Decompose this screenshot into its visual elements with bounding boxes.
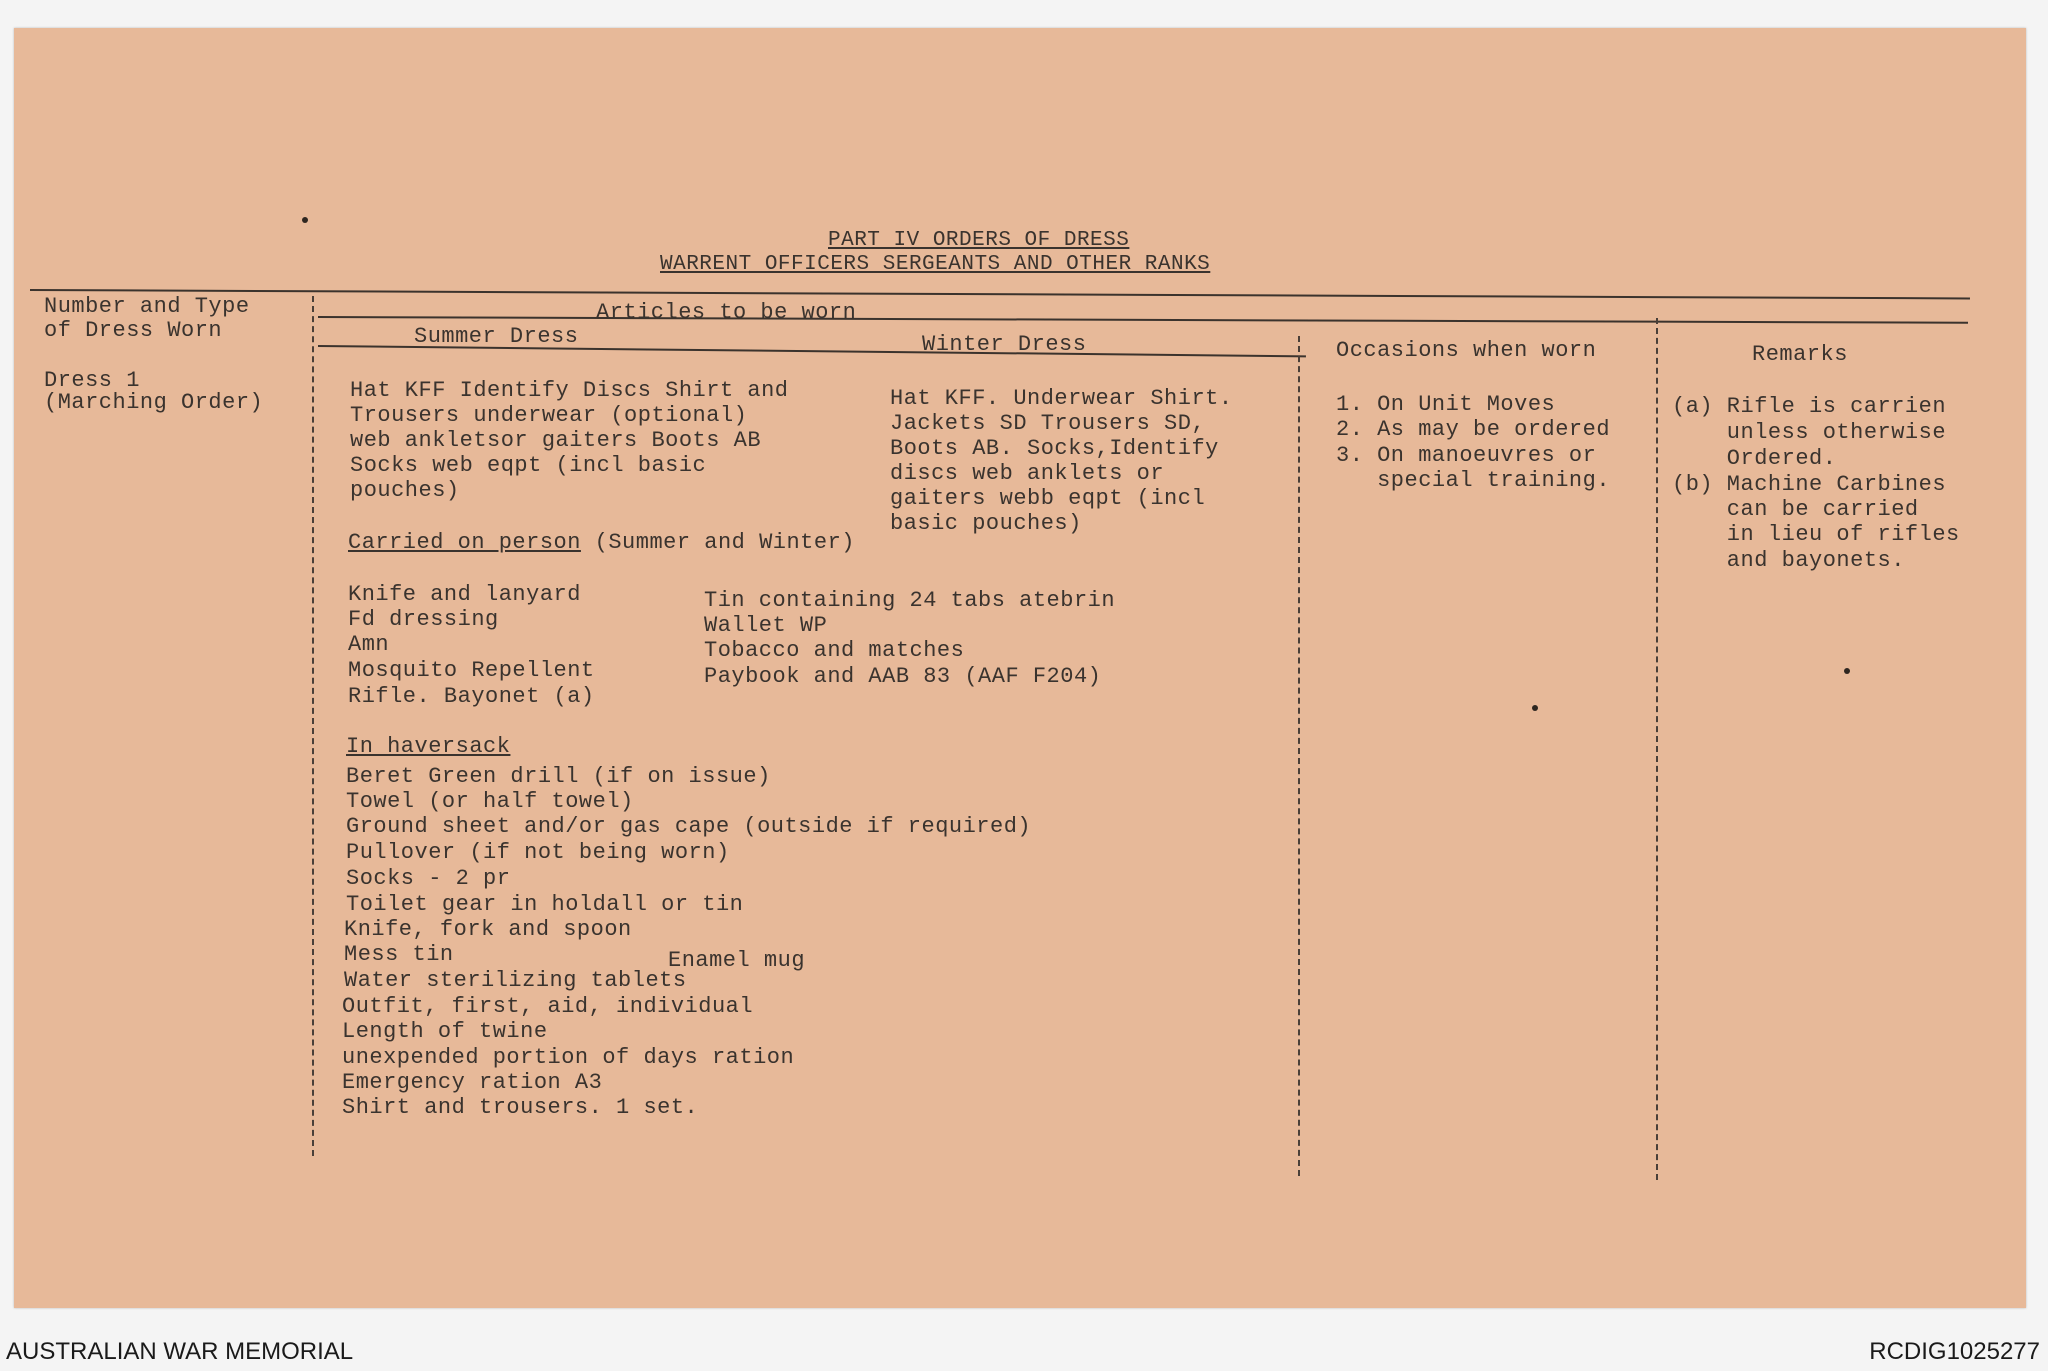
list-item: Emergency ration A3 xyxy=(342,1070,603,1095)
list-item: Socks - 2 pr xyxy=(346,866,511,891)
list-item: Water sterilizing tablets xyxy=(344,968,687,993)
list-item: unexpended portion of days ration xyxy=(342,1045,795,1070)
header-winter: Winter Dress xyxy=(922,332,1087,357)
list-item: Socks web eqpt (incl basic xyxy=(350,453,707,478)
list-item: Tin containing 24 tabs atebrin xyxy=(704,588,1116,613)
list-item: Enamel mug xyxy=(668,948,806,973)
list-item: Mosquito Repellent xyxy=(348,658,595,683)
footer-source: AUSTRALIAN WAR MEMORIAL xyxy=(6,1338,354,1365)
haversack-heading: In haversack xyxy=(346,734,511,759)
list-item: Wallet WP xyxy=(704,613,828,638)
list-item: 3. On manoeuvres or xyxy=(1336,443,1597,468)
list-item: Amn xyxy=(348,632,390,657)
carried-heading xyxy=(348,530,855,556)
list-item: special training. xyxy=(1336,468,1611,493)
header-articles: Articles to be worn xyxy=(596,300,857,325)
list-item: Jackets SD Trousers SD, xyxy=(890,411,1206,436)
list-item: Paybook and AAB 83 (AAF F204) xyxy=(704,664,1102,689)
list-item: discs web anklets or xyxy=(890,461,1165,486)
page-title: PART IV ORDERS OF DRESS xyxy=(828,229,1130,252)
header-remarks: Remarks xyxy=(1752,342,1848,367)
dress-number: Dress 1 xyxy=(44,368,140,393)
carried-heading-suffix: (Summer and Winter) xyxy=(580,530,855,555)
header-number-type-2: of Dress Worn xyxy=(44,318,223,343)
footer-id: RCDIG1025277 xyxy=(1869,1338,2040,1365)
list-item: Tobacco and matches xyxy=(704,638,965,663)
list-item: Ground sheet and/or gas cape (outside if required) xyxy=(346,814,1032,839)
list-item: web ankletsor gaiters Boots AB xyxy=(350,428,762,453)
list-item: Knife and lanyard xyxy=(348,582,581,607)
list-item: Length of twine xyxy=(342,1019,548,1044)
column-divider-1 xyxy=(312,296,314,1156)
list-item: 2. As may be ordered xyxy=(1336,417,1611,442)
paper-speck xyxy=(302,217,308,223)
list-item: Ordered. xyxy=(1672,446,1837,471)
header-number-type-1: Number and Type xyxy=(44,294,250,319)
list-item: unless otherwise xyxy=(1672,420,1947,445)
list-item: Rifle. Bayonet (a) xyxy=(348,684,595,709)
page-subtitle: WARRENT OFFICERS SERGEANTS AND OTHER RANKS xyxy=(660,253,1211,276)
paper-speck xyxy=(1532,705,1538,711)
list-item: can be carried xyxy=(1672,497,1919,522)
header-summer: Summer Dress xyxy=(414,324,579,349)
list-item: Pullover (if not being worn) xyxy=(346,840,730,865)
list-item: and bayonets. xyxy=(1672,548,1905,573)
list-item: pouches) xyxy=(350,478,460,503)
list-item: Knife, fork and spoon xyxy=(344,917,632,942)
list-item: Mess tin xyxy=(344,942,454,967)
list-item: Shirt and trousers. 1 set. xyxy=(342,1095,699,1120)
carried-heading-label: Carried on person xyxy=(348,530,581,555)
list-item: Towel (or half towel) xyxy=(346,789,634,814)
list-item: Toilet gear in holdall or tin xyxy=(346,892,744,917)
list-item: Fd dressing xyxy=(348,607,499,632)
list-item: in lieu of rifles xyxy=(1672,522,1960,547)
list-item: Hat KFF. Underwear Shirt. xyxy=(890,386,1233,411)
list-item: gaiters webb eqpt (incl xyxy=(890,486,1206,511)
column-divider-2 xyxy=(1298,336,1300,1176)
list-item: Outfit, first, aid, individual xyxy=(342,994,754,1019)
list-item: Beret Green drill (if on issue) xyxy=(346,764,771,789)
list-item: basic pouches) xyxy=(890,511,1082,536)
column-divider-3 xyxy=(1656,318,1658,1180)
dress-type: (Marching Order) xyxy=(44,390,264,415)
list-item: Hat KFF Identify Discs Shirt and xyxy=(350,378,789,403)
list-item: Trousers underwear (optional) xyxy=(350,403,748,428)
list-item: (a) Rifle is carrien xyxy=(1672,394,1947,419)
list-item: 1. On Unit Moves xyxy=(1336,392,1556,417)
list-item: Boots AB. Socks,Identify xyxy=(890,436,1219,461)
header-occasions: Occasions when worn xyxy=(1336,338,1597,363)
paper-speck xyxy=(1844,668,1850,674)
list-item: (b) Machine Carbines xyxy=(1672,472,1947,497)
